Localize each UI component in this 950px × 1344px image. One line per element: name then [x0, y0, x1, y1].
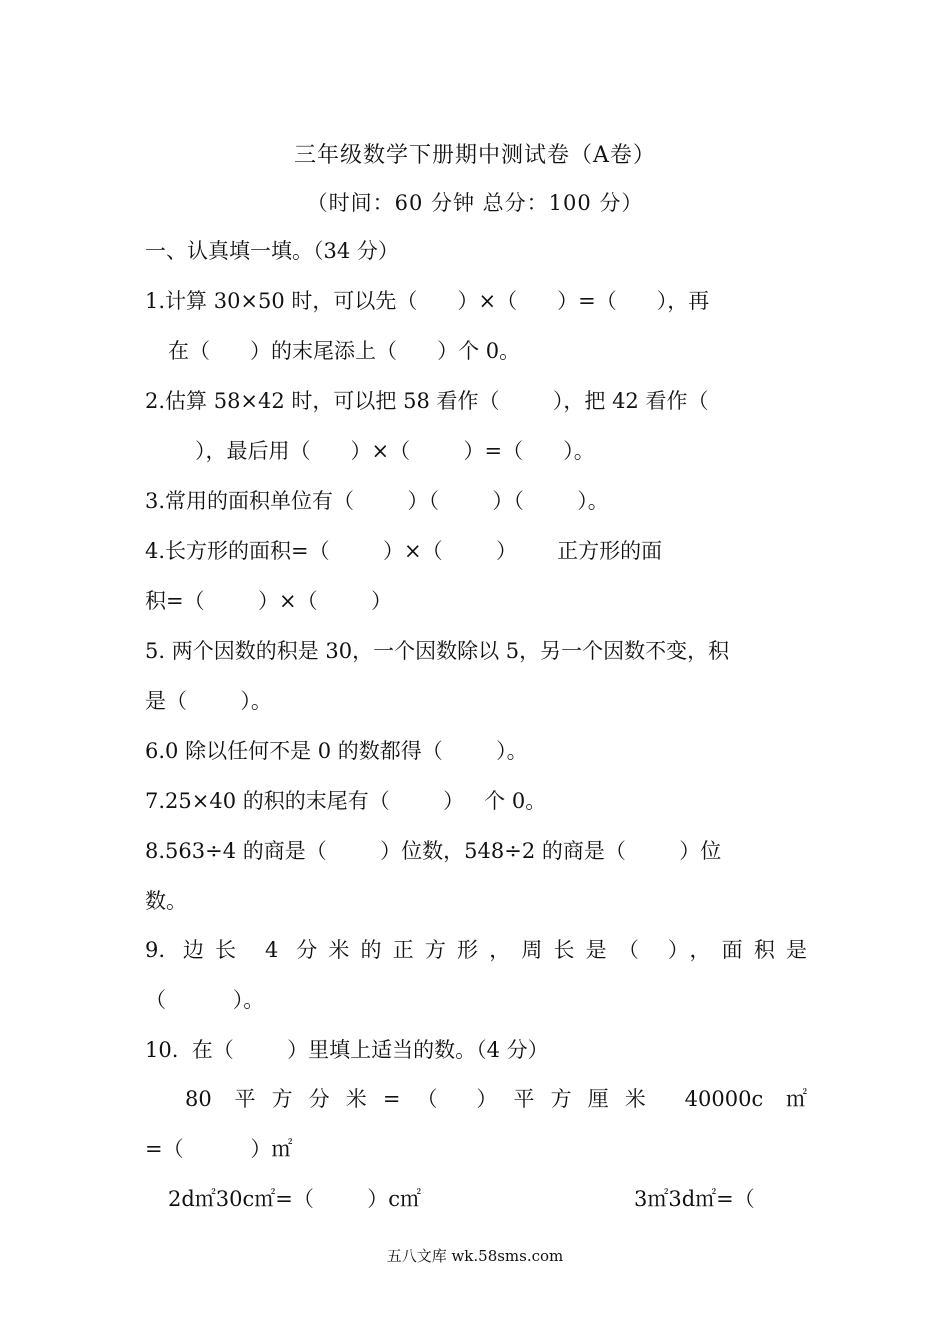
question-5-line-2: 是（ ）。 [145, 689, 272, 713]
question-3: 3.常用的面积单位有（ ）（ ）（ ）。 [145, 489, 609, 513]
conversion-row-2a: 2d㎡30c㎡=（ ）c㎡ [168, 1187, 422, 1211]
section-heading: 一、认真填一填。（34 分） [145, 239, 399, 263]
question-9-line-1: 9. 边长 4 分米的正方形，周长是（ ），面积是 [145, 938, 807, 962]
conversion-row-1-cont: =（ ）㎡ [145, 1137, 293, 1161]
question-6: 6.0 除以任何不是 0 的数都得（ ）。 [145, 739, 528, 763]
question-1-line-2: 在（ ）的末尾添上（ ）个 0。 [168, 339, 521, 363]
question-8-line-1: 8.563÷4 的商是（ ）位数，548÷2 的商是（ ）位 [145, 839, 722, 863]
question-5-line-1: 5. 两个因数的积是 30，一个因数除以 5，另一个因数不变，积 [145, 639, 730, 663]
question-4-line-1: 4.长方形的面积=（ ）×（ ） 正方形的面 [145, 539, 663, 563]
footer-watermark: 五八文库 wk.58sms.com [386, 1247, 564, 1265]
question-8-line-2: 数。 [145, 889, 187, 913]
conversion-row-2b: 3㎡3d㎡=（ [634, 1187, 755, 1211]
question-2-line-1: 2.估算 58×42 时，可以把 58 看作（ ），把 42 看作（ [145, 389, 709, 413]
question-7: 7.25×40 的积的末尾有（ ） 个 0。 [145, 789, 547, 813]
question-1-line-1: 1.计算 30×50 时，可以先（ ）×（ ）=（ ），再 [145, 289, 710, 313]
page-title: 三年级数学下册期中测试卷（A卷） [294, 143, 656, 168]
conversion-row-1: 80 平方分米=（ ）平方厘米 40000c ㎡ [185, 1087, 807, 1111]
question-4-line-2: 积=（ ）×（ ） [145, 589, 392, 613]
question-9-line-2: （ ）。 [145, 988, 265, 1012]
question-2-line-2: ），最后用（ ）×（ ）=（ ）。 [195, 439, 595, 463]
exam-info: （时间：60 分钟 总分：100 分） [306, 191, 644, 215]
question-10: 10. 在（ ）里填上适当的数。（4 分） [145, 1038, 549, 1062]
